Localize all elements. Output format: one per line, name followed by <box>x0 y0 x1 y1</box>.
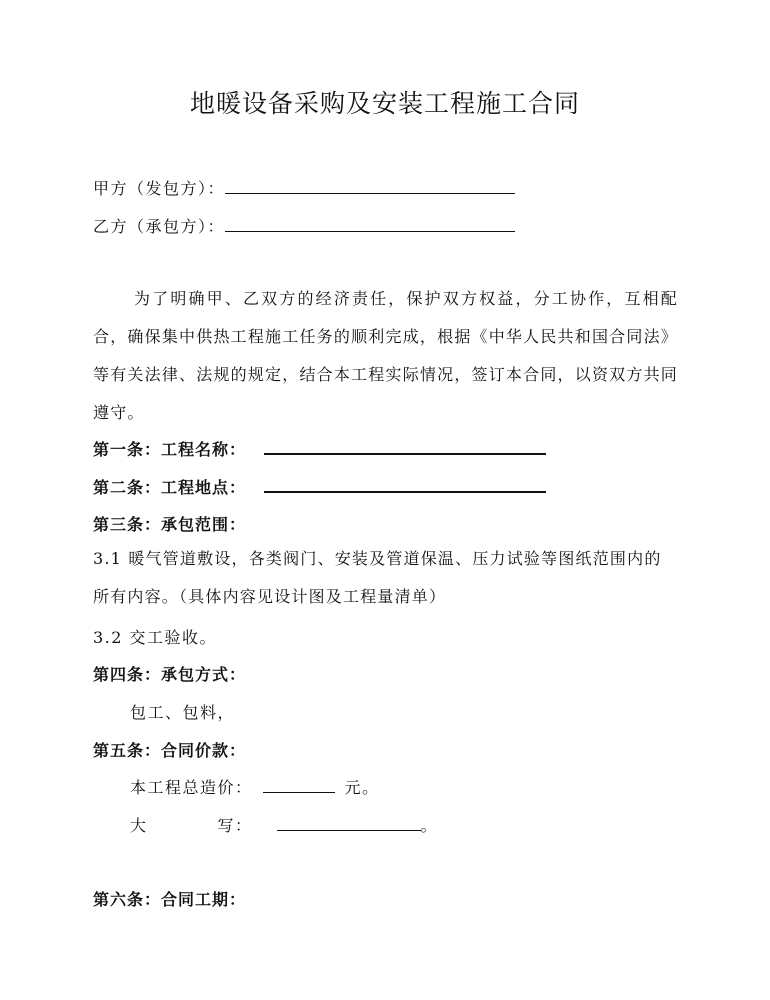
capital-label-1: 大 <box>130 816 148 835</box>
article-1-line <box>93 437 546 460</box>
contract-title: 地暖设备采购及安装工程施工合同 <box>189 89 580 118</box>
total-price-line <box>130 775 380 798</box>
total-price-label: 本工程总造价： <box>130 778 253 797</box>
article-6-heading: 第六条：合同工期： <box>93 890 247 909</box>
capital-label-2: 写： <box>217 816 253 835</box>
party-a-line <box>93 176 515 199</box>
party-a-blank <box>225 177 515 194</box>
party-b-blank <box>225 215 515 232</box>
article-3-heading: 第三条：承包范围： <box>93 515 247 534</box>
scope-item-3-1: 3.1 暖气管道敷设，各类阀门、安装及管道保温、压力试验等图纸范围内的所有内容。（具体内容见设计图及工程量清单） <box>93 549 662 606</box>
capital-amount-blank <box>277 814 421 831</box>
scope-item-3-2: 3.2 交工验收。 <box>93 628 218 647</box>
article-1-heading: 第一条：工程名称： <box>93 440 247 459</box>
total-price-unit: 元。 <box>344 778 380 797</box>
total-price-blank <box>263 776 335 793</box>
party-a-label: 甲方（发包方）： <box>93 179 226 198</box>
capital-end: 。 <box>420 816 439 835</box>
project-location-blank <box>264 475 546 493</box>
article-2-line <box>93 475 546 498</box>
article-4-heading: 第四条：承包方式： <box>93 665 247 684</box>
party-b-label: 乙方（承包方）： <box>93 217 226 236</box>
project-name-blank <box>264 437 546 455</box>
contract-mode: 包工、包料， <box>130 703 236 722</box>
article-2-heading: 第二条：工程地点： <box>93 478 247 497</box>
party-b-line <box>93 214 515 237</box>
article-5-heading: 第五条：合同价款： <box>93 741 247 760</box>
capital-amount-line <box>130 813 438 836</box>
intro-paragraph: 为了明确甲、乙双方的经济责任，保护双方权益，分工协作，互相配合，确保集中供热工程施工任务的顺利完成，根据《中华人民共和国合同法》等有关法律、法规的规定，结合本工程实际情况，签订本合同，以资双方共同遵守。 <box>93 289 678 422</box>
